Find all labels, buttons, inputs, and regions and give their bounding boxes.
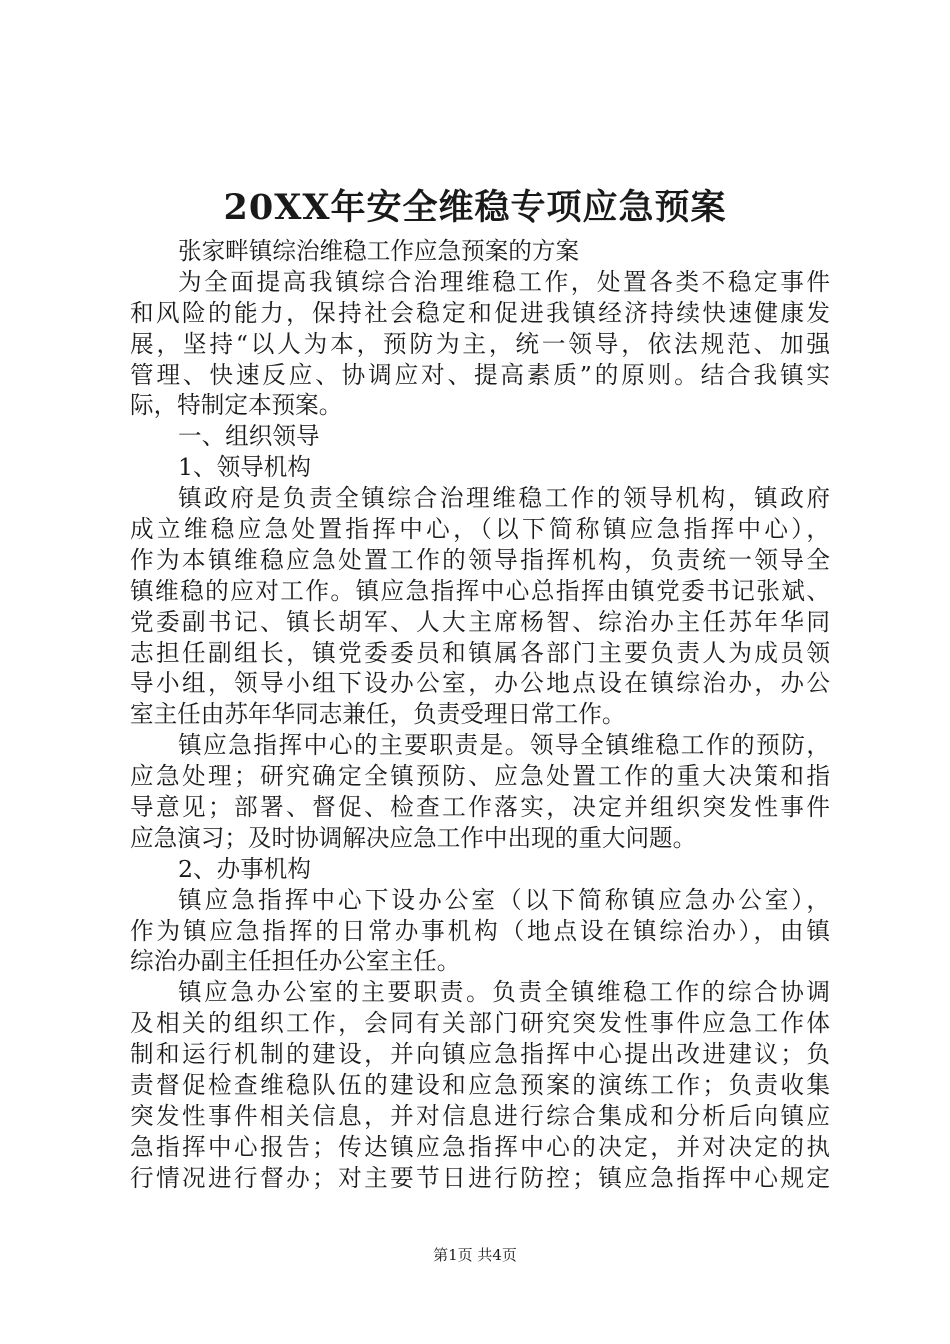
paragraph-line: 作为本镇维稳应急处置工作的领导指挥机构，负责统一领导全	[130, 545, 830, 574]
paragraph-line: 导意见；部署、督促、检查工作落实，决定并组织突发性事件	[130, 793, 830, 822]
subsection-heading: 1、领导机构	[178, 453, 311, 482]
paragraph-line: 综治办副主任担任办公室主任。	[130, 947, 461, 976]
paragraph-line: 及相关的组织工作，会同有关部门研究突发性事件应急工作体	[130, 1009, 830, 1038]
paragraph-line: 应急演习；及时协调解决应急工作中出现的重大问题。	[130, 823, 697, 852]
paragraph-line: 导小组，领导小组下设办公室，办公地点设在镇综治办，办公	[130, 669, 830, 698]
paragraph-line: 急指挥中心报告；传达镇应急指挥中心的决定，并对决定的执	[130, 1132, 830, 1161]
paragraph-line: 突发性事件相关信息，并对信息进行综合集成和分析后向镇应	[130, 1101, 830, 1130]
paragraph-line: 镇维稳的应对工作。镇应急指挥中心总指挥由镇党委书记张斌、	[130, 576, 830, 605]
document-body	[130, 236, 830, 1194]
document-title: 20XX年安全维稳专项应急预案	[223, 187, 727, 228]
paragraph-line: 志担任副组长，镇党委委员和镇属各部门主要负责人为成员领	[130, 638, 830, 667]
paragraph-line: 镇政府是负责全镇综合治理维稳工作的领导机构，镇政府	[178, 484, 830, 513]
paragraph-line: 和风险的能力，保持社会稳定和促进我镇经济持续快速健康发	[130, 298, 830, 327]
paragraph-line: 党委副书记、镇长胡军、人大主席杨智、综治办主任苏年华同	[130, 607, 830, 636]
paragraph-line: 作为镇应急指挥的日常办事机构（地点设在镇综治办），由镇	[130, 916, 830, 945]
paragraph-line: 管理、快速反应、协调应对、提高素质”的原则。结合我镇实	[130, 360, 830, 389]
paragraph-line: 镇应急指挥中心的主要职责是。领导全镇维稳工作的预防，	[178, 731, 830, 760]
paragraph-line: 应急处理；研究确定全镇预防、应急处置工作的重大决策和指	[130, 762, 830, 791]
paragraph-line: 为全面提高我镇综合治理维稳工作，处置各类不稳定事件	[178, 267, 830, 296]
paragraph-line: 镇应急指挥中心下设办公室（以下简称镇应急办公室），	[178, 885, 830, 914]
paragraph-line: 展，坚持“以人为本，预防为主，统一领导，依法规范、加强	[130, 329, 830, 358]
paragraph-line: 制和运行机制的建设，并向镇应急指挥中心提出改进建议；负	[130, 1040, 830, 1069]
paragraph-line: 镇应急办公室的主要职责。负责全镇维稳工作的综合协调	[178, 978, 830, 1007]
page-number: 第1页 共4页	[433, 1246, 517, 1264]
paragraph-line: 成立维稳应急处置指挥中心，（以下简称镇应急指挥中心），	[130, 515, 830, 544]
paragraph-line: 室主任由苏年华同志兼任，负责受理日常工作。	[130, 700, 626, 729]
paragraph-line: 行情况进行督办；对主要节日进行防控；镇应急指挥中心规定	[130, 1163, 830, 1192]
subsection-heading: 2、办事机构	[178, 854, 311, 883]
subtitle-line: 张家畔镇综治维稳工作应急预案的方案	[178, 237, 580, 265]
paragraph-line: 际，特制定本预案。	[130, 391, 343, 420]
paragraph-line: 责督促检查维稳队伍的建设和应急预案的演练工作；负责收集	[130, 1071, 830, 1100]
section-heading: 一、组织领导	[178, 422, 320, 451]
